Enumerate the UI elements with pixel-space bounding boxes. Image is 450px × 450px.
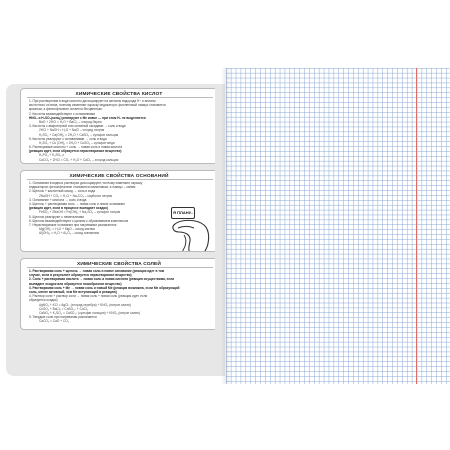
acids-divider: [27, 97, 213, 98]
acids-card-title: ХИМИЧЕСКИЕ СВОЙСТВА КИСЛОТ: [75, 92, 163, 97]
salts-line-11: CaNO₃ + K₂SO₄ = CaSO₄↓ (сульфат кальция) + KNO₃ (нитрат калия): [39, 310, 140, 315]
acids-line-10: 5. Кислоты реагируют с основаниями → соль и вода: [29, 136, 107, 141]
bases-divider: [27, 179, 213, 180]
acids-line-8: 2HCl + NaOH = H₂O + NaCl – хлорид натрия: [39, 128, 105, 133]
bases-line-8: FeSO₄ + 2NaOH = Fe(OH)₂ + Na₂SO₄ – сульфат натрия: [39, 210, 121, 215]
sticker-label: Я ПЛАНУ..: [171, 207, 195, 219]
salts-line-4: выпадает осадок или образуется газообразное вещество): [29, 281, 122, 286]
acids-line-11: H₂SO₄ + Cu (OH)₂ = 2H₂O + CuSO₄ – сульфат меди: [39, 140, 115, 145]
acids-line-2: кислотного остатка, поэтому изменяют окраску индикатора: фиолетовый лакмус становится: [29, 103, 166, 108]
acids-line-5: HNO₃ и H₂SO₄(конц.) реагируют с Me иначе — при этом H₂ не выделяется: [29, 115, 146, 120]
bases-line-2: индикаторов: фенолфталеин становится малиновым, а лакмус – синим: [29, 185, 136, 190]
margin-line: [416, 68, 417, 384]
bases-line-6: 4. Щелочь + растворимая соль → новая соль и новое основание: [29, 201, 125, 206]
acids-line-3: красным, а фенолфталеин остается бесцветным.: [29, 107, 103, 112]
bases-line-3: 2. Щелочь + кислотный оксид → соль и вода: [29, 189, 96, 194]
bases-line-5: 3. Основание + кислота → соль и вода: [29, 197, 87, 202]
salts-line-3: 2. Соль + растворимая кислота → новая соль и новая кислота (реакция осуществима, если: [29, 277, 175, 282]
bases-line-4: 2NaOH + CO₂ = H₂O + Na₂CO₃ – карбонат натрия: [39, 193, 113, 198]
cartoon-hand-illustration: [169, 217, 215, 252]
acids-line-4: 2. Кислоты взаимодействуют с основаниями: [29, 111, 95, 116]
acids-line-6: BaO + 2HCl = H₂O + BaCl₂ – хлорид бария: [39, 119, 102, 124]
salts-line-1: 1. Растворимая соль + щелочь → новая соль и новое основание (реакция идет в том: [29, 269, 165, 273]
grid-page: [226, 68, 450, 384]
salts-line-7: 4. Раствор соли + раствор соли → новая соль + новая соль (реакция идет, если: [29, 294, 148, 299]
bases-line-10: 6. Щелочи взаимодействуют с цинком с образованием комплексов: [29, 218, 129, 223]
acids-line-1: 1. При растворении в воде кислоты диссоциируют на катионы водорода H⁺ и анионы: [29, 99, 156, 103]
bases-line-13: Al(OH)₃ = H₂O + Al₂O₃ – оксид алюминия: [39, 231, 100, 236]
acids-line-15: CaCO₃ + 2HCl = CO₂ + H₂O + CaCl₂ – хлорид кальция: [39, 157, 119, 162]
acids-line-7: 3. Кислоты с амфотерной или основной оксидами → соль и вода: [29, 124, 126, 129]
salts-card-lines: [29, 269, 211, 323]
salts-line-2: случае, если в результате образуется нерастворимое вещество): [29, 273, 132, 278]
reference-content: [10, 84, 215, 376]
salts-line-5: 3. Растворимая соль + Me → новая соль и новый Me (реакция возможна, если Me образующий: [29, 285, 180, 290]
bases-line-7: (реакция идет, если в процессе выпадает осадок): [29, 206, 109, 211]
salts-divider: [27, 267, 213, 268]
bases-line-1: 1. Основания в водных растворах диссоциируют, поэтому изменяют окраску: [29, 181, 143, 185]
salts-card-title: ХИМИЧЕСКИЕ СВОЙСТВА СОЛЕЙ: [76, 262, 162, 267]
salts-line-12: 5. Твердые соли при нагревании разлагаются: [29, 315, 97, 320]
acids-line-12: 6. Растворимые кислоты + соль → новая соль и новая кислота: [29, 145, 123, 150]
salts-line-6: соль, менее активный, чем Me вступающий в реакцию): [29, 289, 117, 294]
bases-line-9: 5. Щелочи реагируют с неметаллами: [29, 214, 84, 219]
acids-line-13: (реакция идет, если образуется нерастворимое вещество): [29, 149, 122, 154]
acids-line-9: H₂SO₄ + Ca(OH)₂ = 2H₂O + CaSO₄ – сульфат кальция: [39, 132, 119, 137]
bases-line-12: Mg(OH)₂ = H₂O + MgO – оксид магния: [39, 227, 96, 232]
salts-line-9: AgNO₃ + KCl = AgCl↓ (хлорид серебра) + KNO₃ (нитрат калия): [39, 302, 131, 307]
salts-card: [20, 258, 215, 330]
acids-card-lines: [29, 99, 211, 162]
bases-card: [20, 170, 215, 252]
bases-line-11: 7. Нерастворимые основания при нагревании разлагаются: [29, 222, 117, 227]
salts-line-13: CaCO₃ = CaO + CO₂: [39, 319, 69, 324]
salts-line-10: CuSO₄ + BaCl₂ = CaSO₄↓ + CuCl₂: [39, 306, 88, 311]
salts-line-8: образуется осадок): [29, 298, 58, 303]
bases-card-title: ХИМИЧЕСКИЕ СВОЙСТВА ОСНОВАНИЙ: [69, 174, 169, 179]
acids-line-14: H₃PO₄ + K₂SO₄ ≠: [39, 153, 65, 158]
binding-shadow: [221, 68, 231, 384]
acids-card: [20, 88, 215, 164]
